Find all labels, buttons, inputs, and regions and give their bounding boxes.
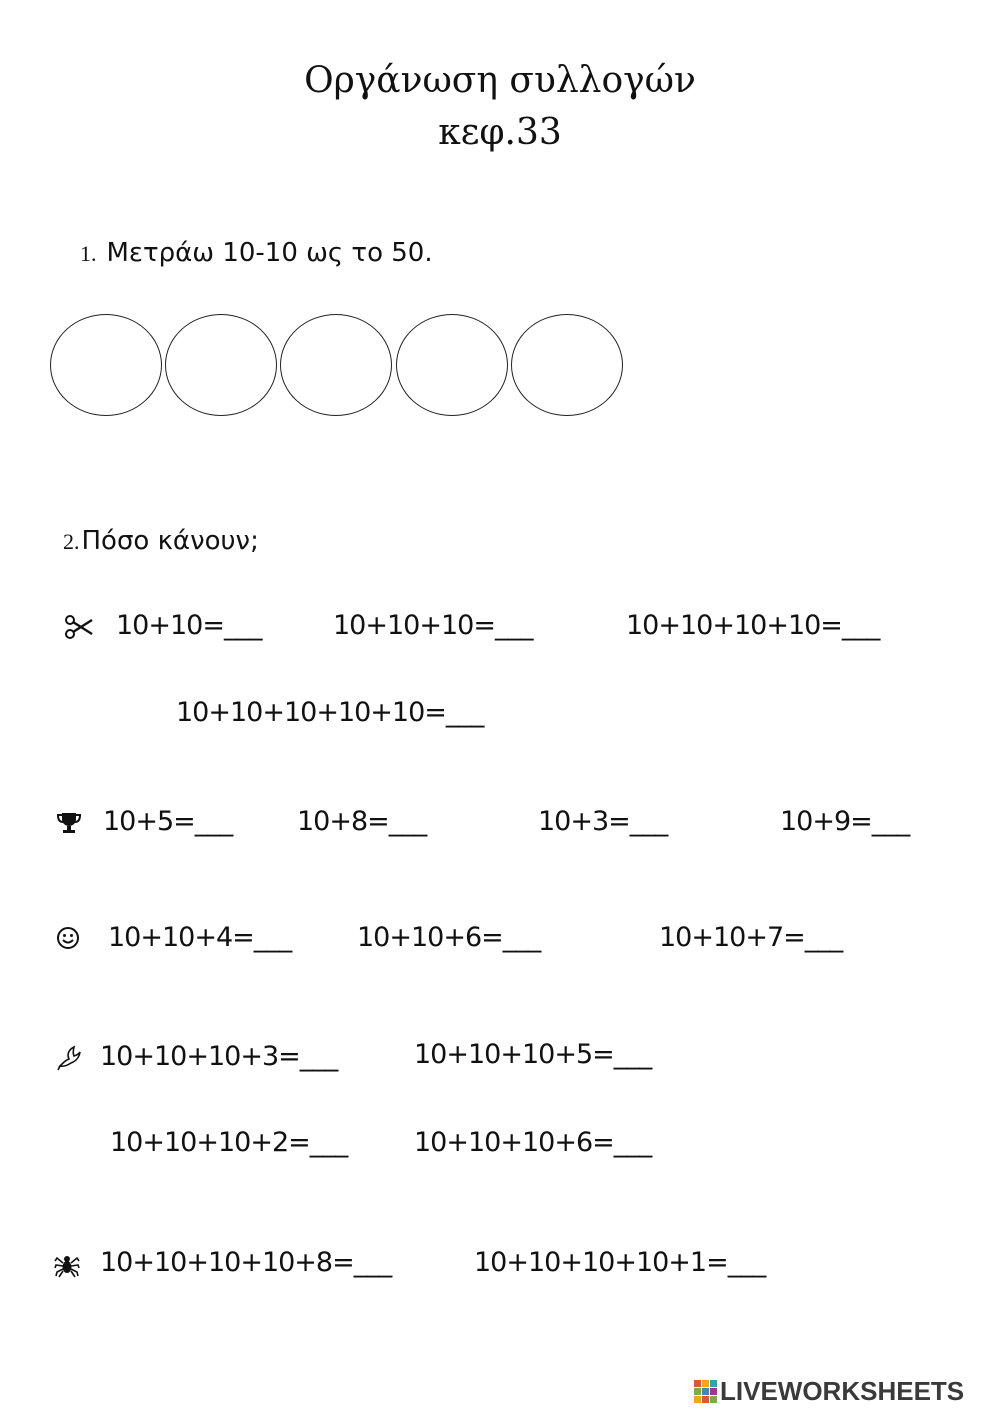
answer-circle[interactable] (396, 314, 508, 416)
brand-name: LIVEWORKSHEETS (720, 1376, 965, 1406)
equation[interactable]: 10+8=___ (297, 806, 427, 837)
equation[interactable]: 10+5=___ (103, 806, 233, 837)
liveworksheets-logo (694, 1376, 964, 1407)
equation[interactable]: 10+10+10+2=___ (110, 1127, 348, 1158)
logo-icon (694, 1378, 718, 1406)
spider-icon (54, 1252, 80, 1280)
equation[interactable]: 10+10+10=___ (333, 610, 533, 641)
answer-circle[interactable] (50, 314, 162, 416)
answer-circle[interactable] (511, 314, 623, 416)
equation[interactable]: 10+3=___ (538, 806, 668, 837)
equation[interactable]: 10+10+7=___ (659, 922, 843, 953)
equation[interactable]: 10+10+10+10+10=___ (176, 697, 484, 728)
scissors-icon (64, 612, 94, 642)
equation[interactable]: 10+10+10+3=___ (100, 1041, 338, 1072)
equation[interactable]: 10+10=___ (116, 610, 262, 641)
equation[interactable]: 10+10+10+10+8=___ (100, 1247, 392, 1278)
page-title: Οργάνωση συλλογών (304, 60, 696, 101)
trophy-icon (56, 810, 82, 836)
equation[interactable]: 10+10+4=___ (108, 922, 292, 953)
equation[interactable]: 10+10+10+10+1=___ (474, 1247, 766, 1278)
answer-circle[interactable] (165, 314, 277, 416)
answer-circle[interactable] (280, 314, 392, 416)
equation[interactable]: 10+10+6=___ (357, 922, 541, 953)
question-text: Μετράω 10-10 ως το 50. (106, 238, 433, 268)
question-2 (63, 526, 259, 556)
question-number: 1. (80, 241, 97, 266)
equation[interactable]: 10+9=___ (780, 806, 910, 837)
question-text: Πόσο κάνουν; (81, 526, 259, 556)
equation[interactable]: 10+10+10+10=___ (626, 610, 880, 641)
smiley-icon (56, 926, 80, 950)
question-number: 2. (63, 529, 80, 554)
dove-icon (56, 1044, 82, 1072)
page-subtitle: κεφ.33 (438, 112, 562, 153)
equation[interactable]: 10+10+10+6=___ (414, 1127, 652, 1158)
equation[interactable]: 10+10+10+5=___ (414, 1039, 652, 1070)
question-1 (80, 238, 433, 268)
